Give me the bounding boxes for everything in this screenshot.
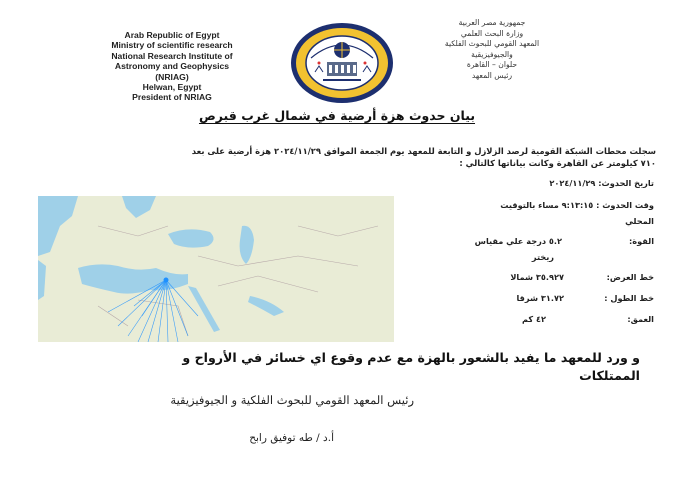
longitude-value: ٣١.٧٢ شرقا bbox=[516, 293, 564, 303]
local-time-note: المحلي bbox=[625, 216, 654, 226]
intro-line: ٧١٠ كيلومتر عن القاهرة وكانت بياناتها كالتالي : bbox=[459, 158, 656, 168]
header-en-line: National Research Institute of bbox=[111, 50, 233, 61]
latitude-value: ٣٥.٩٢٧ شمالا bbox=[510, 272, 564, 282]
header-en-line: Ministry of scientific research bbox=[111, 40, 233, 51]
depth-value: ٤٢ كم bbox=[521, 314, 546, 324]
depth-label: العمق: bbox=[627, 314, 654, 324]
signature-name: أ.د / طه توفيق رابح bbox=[249, 432, 334, 444]
latitude-label: خط العرض: bbox=[606, 272, 654, 282]
header-english bbox=[82, 30, 262, 103]
magnitude-label: القوة: bbox=[628, 236, 654, 246]
header-en-line: Arab Republic of Egypt bbox=[124, 30, 220, 40]
header-arabic bbox=[432, 18, 552, 82]
header-en-line: Helwan, Egypt bbox=[142, 82, 202, 93]
header-ar-line: وزارة البحث العلمي bbox=[460, 28, 524, 38]
intro-paragraph bbox=[28, 145, 656, 169]
magnitude-value: ٥.٢ درجة علي مقياس bbox=[474, 236, 562, 246]
time-row: وقت الحدوث : ٩:١٣:١٥ مساء بالتوقيت bbox=[500, 200, 654, 210]
header-en-line: President of NRIAG bbox=[132, 92, 212, 103]
date-row: تاريخ الحدوث: ٢٠٢٤/١١/٢٩ bbox=[549, 178, 654, 188]
richter-label: ريختر bbox=[531, 252, 554, 262]
statement-line: الممتلكات bbox=[579, 368, 640, 383]
nriag-seal-logo bbox=[289, 22, 395, 104]
header-ar-line: المعهد القومي للبحوث الفلكية bbox=[444, 39, 540, 49]
intro-line: سجلت محطات الشبكة القومية لرصد الزلازل و التابعة للمعهد يوم الجمعة الموافق ٢٠٢٤/١١/٢٩ هزة أرضية على بعد bbox=[191, 146, 656, 156]
header-ar-line: والجيوفيزيقية bbox=[471, 49, 513, 59]
header-en-line: Astronomy and Geophysics bbox=[114, 61, 230, 72]
header-ar-line: حلوان – القاهرة bbox=[466, 60, 518, 70]
statement-paragraph bbox=[20, 349, 640, 385]
header-en-line: (NRIAG) bbox=[155, 71, 189, 82]
title-text: بيان حدوث هزة أرضية في شمال غرب قبرص bbox=[198, 108, 476, 123]
longitude-label: خط الطول : bbox=[604, 293, 654, 303]
document-title bbox=[0, 108, 674, 123]
statement-line: و ورد للمعهد ما يفيد بالشعور بالهزة مع عدم وقوع اي خسائر في الأرواح و bbox=[182, 350, 640, 365]
regional-map-with-epicenter bbox=[38, 196, 394, 342]
signature-title: رئيس المعهد القومي للبحوث الفلكية و الجيوفيزيقية bbox=[170, 393, 414, 407]
header-ar-line: جمهورية مصر العربية bbox=[458, 18, 526, 27]
header-ar-line: رئيس المعهد bbox=[471, 70, 513, 80]
